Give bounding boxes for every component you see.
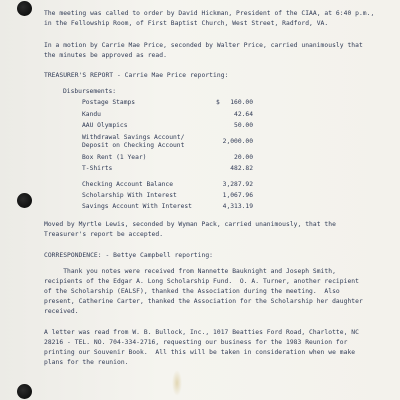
balance-amount: 1,067.96 [222,192,253,199]
correspondence-para2-line: printing our Souvenir Book. All this will be taken in consideration when we make [44,349,356,356]
punch-hole-top [17,1,32,16]
correspondence-para1-line: recipients of the Edgar A. Long Scholarship Fund. O. A. Turner, another recipient [44,278,359,285]
currency-sign: $ [216,99,220,106]
opening-line-1: The meeting was called to order by David Hickman, President of the CIAA, at 6:40 p.m., [44,10,375,17]
treasurer-motion-line-2: Treasurer's report be accepted. [44,231,164,238]
correspondence-para2-line: plans for the reunion. [44,359,129,366]
balance-amount: 4,313.19 [222,203,253,210]
disbursement-label: AAU Olympics [82,122,128,129]
approval-line-1: In a motion by Carrie Mae Price, seconded by Walter Price, carried unanimously that [44,42,363,49]
disbursement-amount: 2,000.00 [222,138,253,145]
balance-label: Scholarship With Interest [82,192,177,199]
disbursement-label: Kandu [82,111,101,118]
disbursement-amount: 20.00 [234,154,253,161]
correspondence-para1-line: of the Scholarship (EALSF), thanked the Association during the meeting. Also [44,288,340,295]
correspondence-para2-line: A letter was read from W. B. Bullock, Inc., 1017 Beatties Ford Road, Charlotte, NC [44,329,359,336]
balance-amount: 3,287.92 [222,181,253,188]
punch-hole-middle [17,193,32,208]
correspondence-para1-line: Thank you notes were received from Nannette Bauknight and Joseph Smith, [44,268,336,275]
correspondence-para2-line: 28216 - TEL. NO. 704-334-2716, requesting our business for the 1983 Reunion for [44,339,348,346]
disbursement-label: T-Shirts [82,165,113,172]
balance-label: Savings Account With Interest [82,203,192,210]
disbursement-label: Withdrawal Savings Account/ [82,134,185,141]
disbursement-amount: 50.00 [234,122,253,129]
disbursement-amount: 42.64 [234,111,253,118]
approval-line-2: the minutes be approved as read. [44,52,167,59]
disbursement-label: Box Rent (1 Year) [82,154,147,161]
opening-line-2: in the Fellowship Room, of First Baptist Church, West Street, Radford, VA. [44,20,329,27]
punch-hole-bottom [17,384,32,399]
disbursement-label: Postage Stamps [82,99,136,106]
correspondence-para1-line: present, Catherine Carter, thanked the Association for the Scholarship her daughter [44,298,363,305]
treasurer-heading: TREASURER'S REPORT - Carrie Mae Price reporting: [44,72,229,79]
treasurer-motion-line-1: Moved by Myrtle Lewis, seconded by Wyman Pack, carried unanimously, that the [44,221,336,228]
disbursement-amount: 482.82 [230,165,253,172]
disbursement-amount: 160.00 [230,99,253,106]
correspondence-heading: CORRESPONDENCE: - Bettye Campbell reporting: [44,252,214,259]
correspondence-para1-line: received. [44,308,79,315]
paper-stain [172,370,182,396]
balance-label: Checking Account Balance [82,181,173,188]
disbursements-label: Disbursements: [63,88,117,95]
disbursement-label: Deposit on Checking Account [82,142,185,149]
